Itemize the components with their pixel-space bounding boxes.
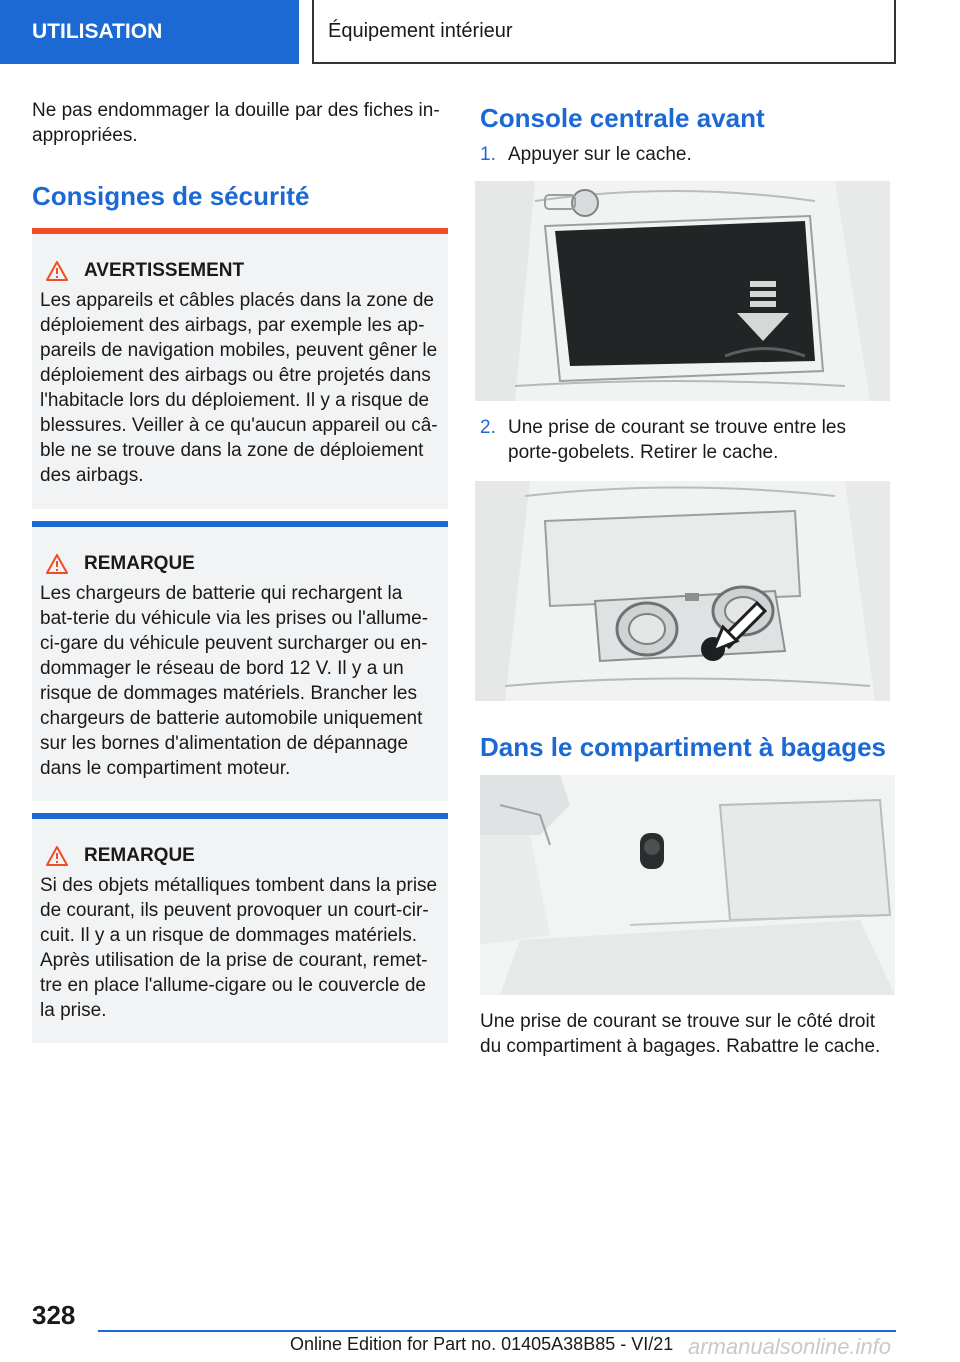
left-column [32, 98, 448, 1043]
notice-title [40, 260, 438, 282]
info-notice-2 [32, 813, 448, 1043]
figure-cupholder-socket [475, 481, 890, 701]
section-tab: UTILISATION [0, 0, 299, 64]
figure-luggage-socket [480, 775, 895, 995]
center-console-heading: Console centrale avant [480, 103, 765, 133]
warning-notice [32, 228, 448, 509]
figure-console-cover [475, 181, 890, 401]
warning-triangle-icon [46, 261, 68, 281]
safety-heading: Consignes de sécurité [32, 181, 310, 211]
step-number: 2. [480, 417, 496, 438]
right-column [480, 102, 896, 1059]
watermark: armanualsonline.info [688, 1334, 892, 1359]
notice-text: Si des objets métalliques tombent dans la prise de courant, ils peuvent provoquer un court-cir-cuit. Il y a un risque de dommages matériels. Après utilisation de la prise de courant, remet-tre en place l'allume-cigare ou le couvercle de la prise. [40, 875, 438, 1021]
chapter-title: Équipement intérieur [312, 0, 896, 64]
luggage-heading: Dans le compartiment à bagages [480, 732, 887, 762]
notice-text: Les appareils et câbles placés dans la zone de déploiement des airbags, par exemple les ap-pareils de navigation mobiles, peuvent gêner le déploiement des airbags ou être projetés dans l'habitacle lors du déploiement. Il y a risque de blessures. Veiller à ce qu'aucun appareil ou câ-ble ne se trouve dans la zone de déploiement des airbags. [40, 290, 438, 486]
intro-paragraph: Ne pas endommager la douille par des fiches in-appropriées. [32, 100, 440, 146]
notice-title [40, 845, 438, 867]
step-text: Une prise de courant se trouve entre les porte-gobelets. Retirer le cache. [508, 417, 846, 463]
footer-edition: Online Edition for Part no. 01405A38B85 - VI/21 [290, 1334, 674, 1354]
step-2 [480, 415, 896, 465]
notice-title-text: REMARQUE [84, 845, 195, 866]
step-number: 1. [480, 144, 496, 165]
notice-title-text: AVERTISSEMENT [84, 260, 245, 281]
info-notice-1 [32, 521, 448, 801]
notice-title-text: REMARQUE [84, 553, 195, 574]
warning-triangle-icon [46, 846, 68, 866]
footer-divider [98, 1330, 896, 1332]
step-1 [480, 142, 896, 167]
page-number: 328 [32, 1300, 76, 1330]
step-text: Appuyer sur le cache. [508, 144, 692, 165]
notice-text: Les chargeurs de batterie qui rechargent la bat-terie du véhicule via les prises ou l'allume-ci-gare du véhicule peuvent surcharger ou en-dommager le réseau de bord 12 V. Il y a un risque de dommages matériels. Brancher les chargeurs de batterie automobile uniquement sur les bornes d'alimentation de dépannage dans le compartiment moteur. [40, 583, 429, 779]
warning-triangle-icon [46, 554, 68, 574]
notice-title [40, 553, 438, 575]
luggage-text: Une prise de courant se trouve sur le côté droit du compartiment à bagages. Rabattre le cache. [480, 1011, 881, 1057]
